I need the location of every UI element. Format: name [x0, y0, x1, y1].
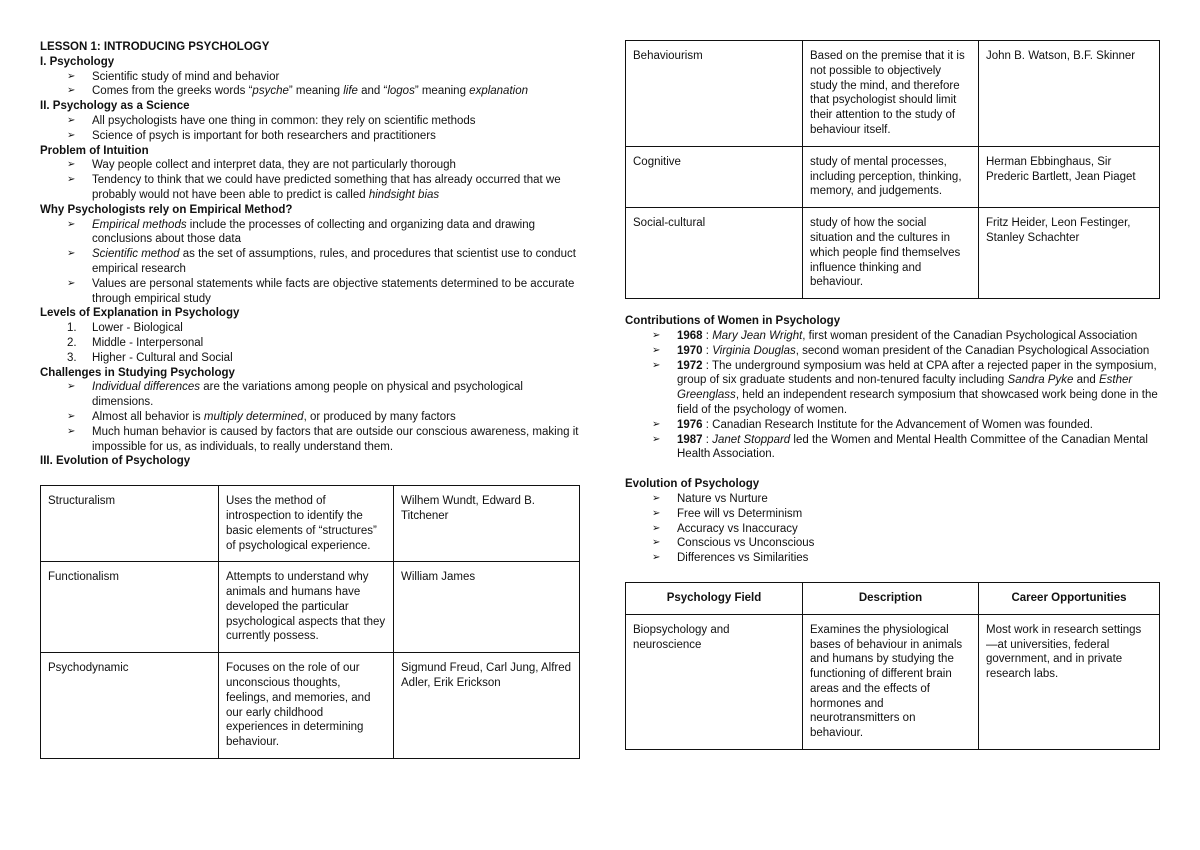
levels-heading: Levels of Explanation in Psychology: [40, 307, 240, 320]
list-item: ➢ Individual differences are the variations among people on physical and psychological dimensions.: [40, 380, 580, 410]
header-career: Career Opportunities: [979, 582, 1160, 614]
school-cell: Social-cultural: [626, 208, 803, 299]
description-cell: Uses the method of introspection to identify the basic elements of “structures” of psychological experience.: [219, 486, 394, 562]
school-cell: Functionalism: [41, 562, 219, 653]
evolution-heading: III. Evolution of Psychology: [40, 455, 191, 468]
description-cell: Based on the premise that it is not possible to objectively study the mind, and therefore that psychologist should limit their attention to the study of behaviour itself.: [803, 41, 979, 147]
career-cell: Most work in research settings—at universities, federal government, and in private research labs.: [979, 614, 1160, 749]
list-item: ➢ Values are personal statements while facts are objective statements determined to be accurate through empirical study: [40, 277, 580, 307]
list-item: ➢ 1976 : Canadian Research Institute for the Advancement of Women was founded.: [625, 418, 1160, 433]
table-row: [41, 653, 580, 759]
list-item: ➢ Conscious vs Unconscious: [625, 536, 1160, 551]
header-field: Psychology Field: [626, 582, 803, 614]
people-cell: John B. Watson, B.F. Skinner: [979, 41, 1160, 147]
lesson-title: LESSON 1: INTRODUCING PSYCHOLOGY: [40, 41, 270, 53]
empirical-heading: Why Psychologists rely on Empirical Method?: [40, 203, 293, 216]
people-cell: William James: [394, 562, 580, 653]
challenges-heading: Challenges in Studying Psychology: [40, 366, 235, 379]
list-item: 2. Middle - Interpersonal: [67, 336, 204, 349]
field-cell: Biopsychology and neuroscience: [626, 614, 803, 749]
school-cell: Behaviourism: [626, 41, 803, 147]
section-psychology-heading: I. Psychology: [40, 55, 115, 68]
description-cell: Focuses on the role of our unconscious thoughts, feelings, and memories, and our early childhood experiences in determining behaviour.: [219, 653, 394, 759]
school-cell: Cognitive: [626, 146, 803, 207]
table-row: [626, 146, 1160, 207]
list-item: ➢ Empirical methods include the processes of collecting and organizing data and drawing conclusions about those data: [40, 218, 580, 248]
list-item: ➢ Scientific study of mind and behavior: [40, 70, 580, 85]
schools-table-right: [625, 40, 1160, 299]
list-item: ➢ Way people collect and interpret data, they are not particularly thorough: [40, 158, 580, 173]
table-row: [626, 41, 1160, 147]
table-row: [41, 486, 580, 562]
list-item: ➢ 1972 : The underground symposium was held at CPA after a rejected paper in the symposium, group of six graduate students and non-tenured faculty including Sandra Pyke and Esther Greenglass, held an independent research symposium that showcased work being done in the field of the psychology of women.: [625, 359, 1160, 418]
description-cell: Examines the physiological bases of behaviour in animals and humans by studying the functioning of different brain areas and the effects of hormones and neurotransmitters on behaviour.: [803, 614, 979, 749]
science-list: [40, 114, 580, 144]
fields-table: [625, 582, 1160, 750]
header-description: Description: [803, 582, 979, 614]
women-list: [625, 329, 1160, 462]
left-column: [40, 40, 580, 759]
schools-table-left: [40, 485, 580, 759]
psychology-list: [40, 70, 580, 100]
table-row: [626, 614, 1160, 749]
description-cell: Attempts to understand why animals and humans have developed the particular psychological aspects that they currently possess.: [219, 562, 394, 653]
list-item: 1. Lower - Biological: [67, 322, 183, 335]
list-item: ➢ 1968 : Mary Jean Wright, first woman president of the Canadian Psychological Association: [625, 329, 1160, 344]
school-cell: Psychodynamic: [41, 653, 219, 759]
list-item: ➢ Accuracy vs Inaccuracy: [625, 522, 1160, 537]
people-cell: Fritz Heider, Leon Festinger, Stanley Schachter: [979, 208, 1160, 299]
list-item: ➢ Differences vs Similarities: [625, 551, 1160, 566]
intuition-list: [40, 158, 580, 202]
list-item: ➢ Almost all behavior is multiply determined, or produced by many factors: [40, 410, 580, 425]
list-item: ➢ Science of psych is important for both researchers and practitioners: [40, 129, 580, 144]
list-item: ➢ Tendency to think that we could have predicted something that has already occurred that we probably would not have been able to predict is called hindsight bias: [40, 173, 580, 203]
list-item: ➢ All psychologists have one thing in common: they rely on scientific methods: [40, 114, 580, 129]
list-item: ➢ 1970 : Virginia Douglas, second woman president of the Canadian Psychological Association: [625, 344, 1160, 359]
list-item: ➢ Free will vs Determinism: [625, 507, 1160, 522]
challenges-list: [40, 380, 580, 454]
women-heading: Contributions of Women in Psychology: [625, 315, 841, 328]
list-item: ➢ Comes from the greeks words “psyche” meaning life and “logos” meaning explanation: [40, 84, 580, 99]
list-item: ➢ 1987 : Janet Stoppard led the Women and Mental Health Committee of the Canadian Mental Health Association.: [625, 433, 1160, 463]
empirical-list: [40, 218, 580, 307]
table-row: [626, 208, 1160, 299]
right-column: [625, 40, 1160, 750]
school-cell: Structuralism: [41, 486, 219, 562]
section-science-heading: II. Psychology as a Science: [40, 100, 190, 113]
list-item: ➢ Much human behavior is caused by factors that are outside our conscious awareness, making it impossible for us, as individuals, to really understand them.: [40, 425, 580, 455]
table-row: [41, 562, 580, 653]
evolution-heading-2: Evolution of Psychology: [625, 478, 760, 491]
description-cell: study of mental processes, including perception, thinking, memory, and judgements.: [803, 146, 979, 207]
intuition-heading: Problem of Intuition: [40, 144, 149, 157]
table-header-row: [626, 582, 1160, 614]
list-item: 3. Higher - Cultural and Social: [67, 351, 233, 364]
people-cell: Wilhem Wundt, Edward B. Titchener: [394, 486, 580, 562]
people-cell: Herman Ebbinghaus, Sir Prederic Bartlett, Jean Piaget: [979, 146, 1160, 207]
list-item: ➢ Scientific method as the set of assumptions, rules, and procedures that scientist use to conduct empirical research: [40, 247, 580, 277]
levels-list: [40, 321, 580, 365]
evolution-list: [625, 492, 1160, 566]
people-cell: Sigmund Freud, Carl Jung, Alfred Adler, Erik Erickson: [394, 653, 580, 759]
description-cell: study of how the social situation and the cultures in which people find themselves influence thinking and behaviour.: [803, 208, 979, 299]
list-item: ➢ Nature vs Nurture: [625, 492, 1160, 507]
